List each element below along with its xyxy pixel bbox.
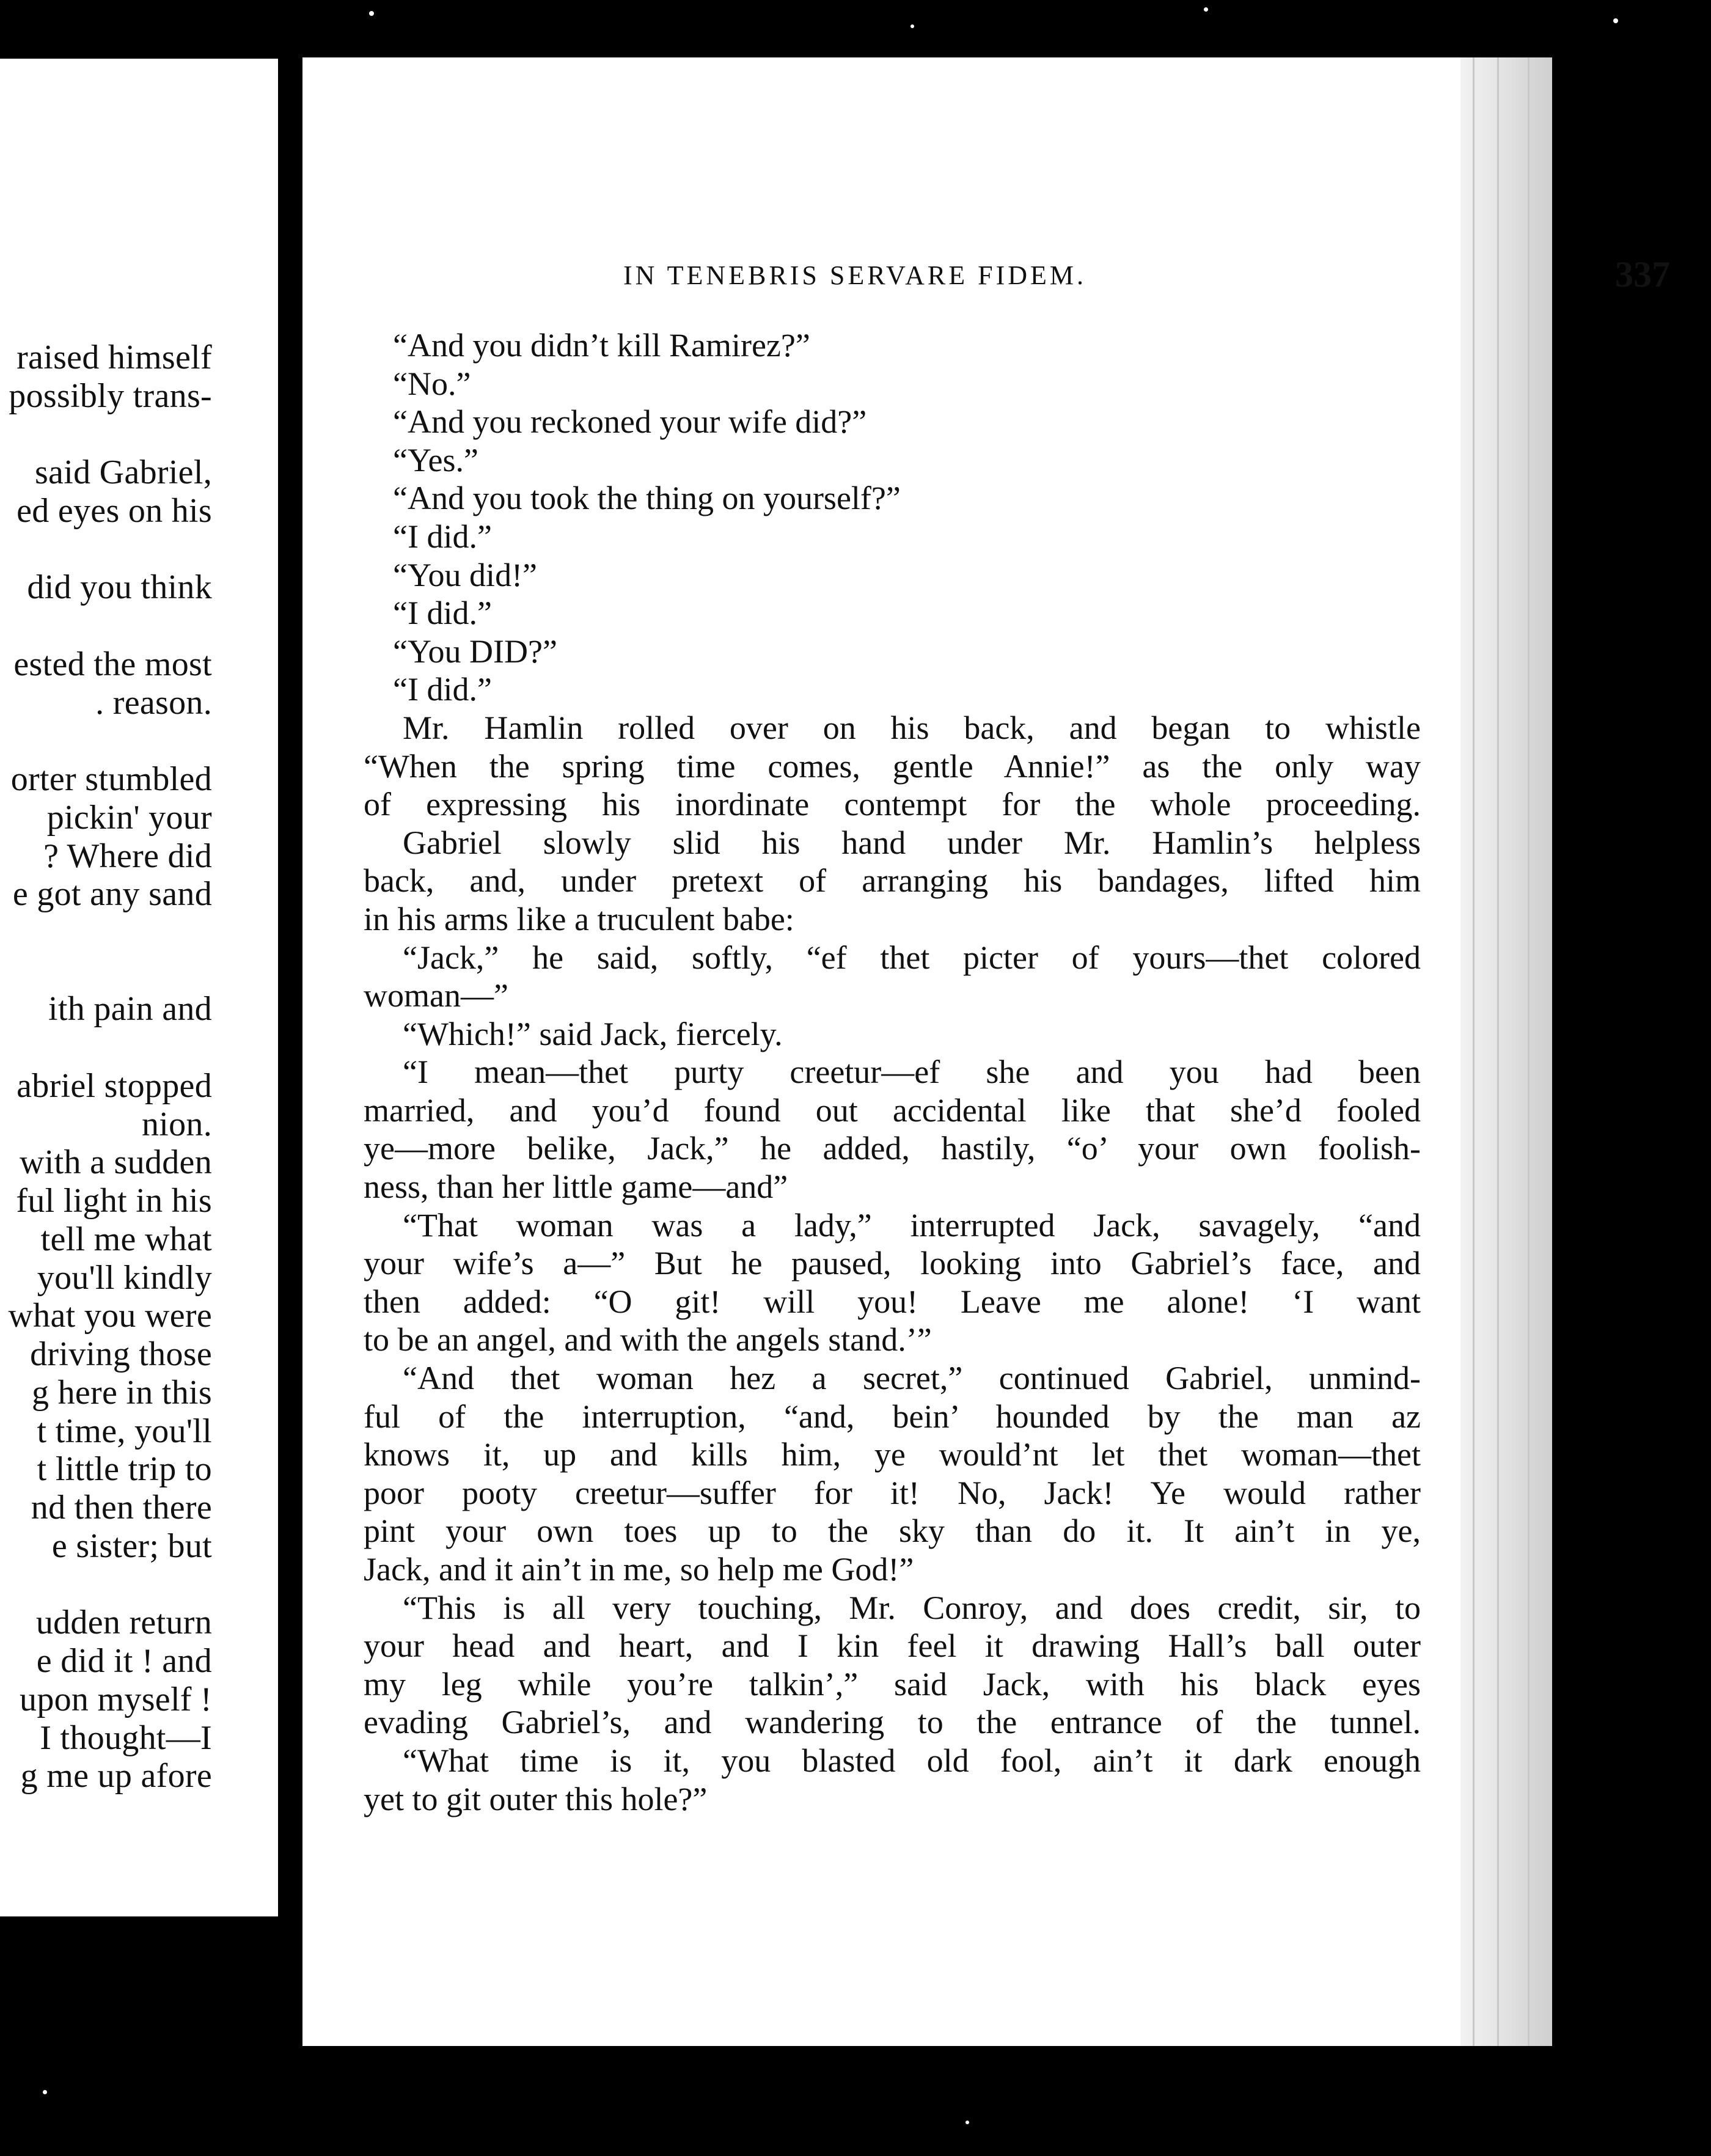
text-line: to be an angel, and with the angels stand.’” [364, 1321, 932, 1358]
text-line: “I did.” [393, 595, 492, 632]
text-line: “I mean—thet purty creetur—ef she and you had been [403, 1054, 1421, 1091]
left-page-line: said Gabriel, [34, 453, 212, 491]
left-page-line: I thought—I [40, 1719, 212, 1757]
text-line: married, and you’d found out accidental like that she’d fooled [364, 1091, 1421, 1129]
text-line: “Jack,” he said, softly, “ef thet picter of yours—thet colored [403, 939, 1421, 976]
dust-speck [1204, 7, 1208, 12]
left-page-line: upon myself ! [20, 1681, 212, 1718]
left-page-line: you'll kindly [37, 1259, 212, 1297]
left-page-line: nd then there [31, 1489, 212, 1527]
text-line: Mr. Hamlin rolled over on his back, and began to whistle [403, 709, 1421, 746]
left-page-line: what you were [8, 1297, 212, 1335]
left-page-line: possibly trans- [9, 377, 212, 415]
text-line: your head and heart, and I kin feel it drawing Hall’s ball outer [364, 1627, 1421, 1665]
text-line: “That woman was a lady,” interrupted Jack, savagely, “and [403, 1206, 1421, 1244]
left-page-line: driving those [30, 1335, 212, 1373]
text-line: “I did.” [393, 671, 492, 708]
text-line: knows it, up and kills him, ye would’nt let thet woman—thet [364, 1436, 1421, 1473]
text-line: evading Gabriel’s, and wandering to the entrance of the tunnel. [364, 1704, 1421, 1741]
text-line: ness, than her little game—and” [364, 1168, 788, 1206]
dust-speck [369, 11, 374, 16]
left-page-line: g here in this [31, 1374, 212, 1412]
left-page-line: nion. [141, 1106, 212, 1143]
dust-speck [43, 2090, 47, 2094]
left-page-line: ested the most [13, 645, 212, 683]
text-line: ye—more belike, Jack,” he added, hastily, “o’ your own foolish- [364, 1130, 1421, 1167]
left-page [0, 59, 278, 1916]
text-line: “This is all very touching, Mr. Conroy, and does credit, sir, to [403, 1589, 1421, 1626]
text-line: “And you reckoned your wife did?” [393, 403, 867, 441]
left-page-line: abriel stopped [16, 1067, 212, 1105]
left-page-line: . reason. [95, 684, 212, 722]
dust-speck [1613, 18, 1618, 23]
left-page-line: ed eyes on his [16, 492, 212, 530]
text-line: pint your own toes up to the sky than do it. It ain’t in ye, [364, 1513, 1421, 1550]
page-edge-shading [1460, 57, 1552, 2046]
body-text [364, 326, 1421, 1818]
text-line: “You DID?” [393, 632, 557, 670]
text-line: of expressing his inordinate contempt for the whole proceeding. [364, 786, 1421, 823]
text-line: woman—” [364, 977, 508, 1014]
left-page-line: t little trip to [37, 1450, 212, 1488]
dust-speck [910, 24, 914, 28]
text-line: poor pooty creetur—suffer for it! No, Jack! Ye would rather [364, 1474, 1421, 1511]
text-line: my leg while you’re talkin’,” said Jack, with his black eyes [364, 1665, 1421, 1703]
text-line: “When the spring time comes, gentle Annie!” as the only way [364, 747, 1421, 785]
left-page-line: pickin' your [46, 799, 212, 837]
text-line: “And thet woman hez a secret,” continued Gabriel, unmind- [403, 1360, 1421, 1397]
left-page-line: udden return [35, 1604, 212, 1641]
text-line: “I did.” [393, 518, 492, 555]
left-page-line: ful light in his [16, 1182, 212, 1220]
text-line: Jack, and it ain’t in me, so help me God!” [364, 1551, 914, 1588]
left-page-line: raised himself [16, 339, 212, 376]
left-page-line: t time, you'll [37, 1412, 212, 1450]
text-line: your wife’s a—” But he paused, looking into Gabriel’s face, and [364, 1245, 1421, 1282]
left-page-line: ? Where did [43, 837, 212, 875]
running-head: IN TENEBRIS SERVARE FIDEM. [623, 260, 1087, 290]
text-line: “Which!” said Jack, fiercely. [403, 1015, 783, 1052]
left-page-line: g me up afore [20, 1757, 212, 1795]
text-line: in his arms like a truculent babe: [364, 900, 794, 937]
left-page-line: e sister; but [51, 1527, 212, 1565]
left-page-line: e got any sand [12, 875, 212, 913]
text-line: “You did!” [393, 556, 538, 593]
text-line: “What time is it, you blasted old fool, ain’t it dark enough [403, 1742, 1421, 1779]
text-line: Gabriel slowly slid his hand under Mr. Hamlin’s helpless [403, 824, 1421, 861]
text-line: then added: “O git! will you! Leave me alone! ‘I want [364, 1283, 1421, 1320]
dust-speck [965, 2121, 969, 2124]
text-line: back, and, under pretext of arranging his bandages, lifted him [364, 862, 1421, 900]
text-line: “And you didn’t kill Ramirez?” [393, 327, 810, 364]
left-page-line: orter stumbled [10, 760, 212, 798]
text-line: ful of the interruption, “and, bein’ hounded by the man az [364, 1398, 1421, 1435]
book-gutter [278, 55, 302, 1919]
text-line: “No.” [393, 365, 471, 402]
text-line: “Yes.” [393, 441, 479, 479]
left-page-line: tell me what [40, 1220, 212, 1258]
left-page-line: with a sudden [20, 1143, 212, 1181]
left-page-line: did you think [27, 568, 212, 606]
left-page-line: e did it ! and [36, 1642, 212, 1680]
left-page-line: ith pain and [48, 990, 212, 1028]
right-page [302, 57, 1670, 2046]
text-line: yet to git outer this hole?” [364, 1780, 708, 1817]
page-number: 337 [1615, 254, 1670, 295]
text-line: “And you took the thing on yourself?” [393, 480, 901, 517]
